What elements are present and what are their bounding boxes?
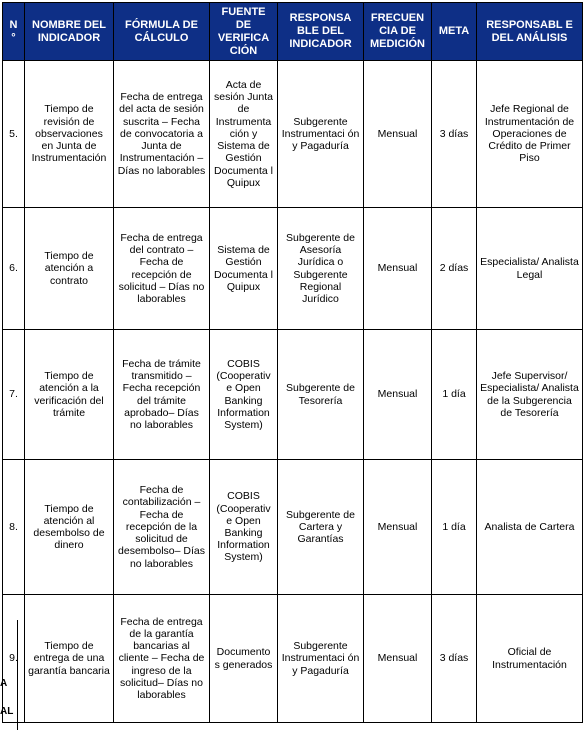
measurement-frequency: Mensual	[364, 61, 432, 208]
header-formula: FÓRMULA DE CÁLCULO	[114, 3, 210, 61]
indicator-owner: Subgerente de Cartera y Garantías	[278, 460, 364, 595]
verification-source: Documento s generados	[210, 595, 278, 723]
indicator-name: Tiempo de revisión de observaciones en Junta de Instrumentación	[25, 61, 114, 208]
calculation-formula: Fecha de entrega del contrato – Fecha de recepción de solicitud – Días no laborables	[114, 208, 210, 330]
measurement-frequency: Mensual	[364, 330, 432, 460]
measurement-frequency: Mensual	[364, 595, 432, 723]
header-frecuencia: FRECUEN CIA DE MEDICIÓN	[364, 3, 432, 61]
measurement-frequency: Mensual	[364, 208, 432, 330]
row-number: 5.	[3, 61, 25, 208]
calculation-formula: Fecha de contabilización – Fecha de recepción de la solicitud de desembolso– Días no laborables	[114, 460, 210, 595]
table-row	[3, 61, 583, 208]
indicator-owner: Subgerente Instrumentaci ón y Pagaduría	[278, 595, 364, 723]
target: 3 días	[432, 61, 477, 208]
analysis-owner: Especialista/ Analista Legal	[477, 208, 583, 330]
row-number: 7.	[3, 330, 25, 460]
header-analisis: RESPONSABL E DEL ANÁLISIS	[477, 3, 583, 61]
indicator-owner: Subgerente de Asesoría Jurídica o Subgerente Regional Jurídico	[278, 208, 364, 330]
table-row	[3, 330, 583, 460]
row-number: 9.	[3, 595, 25, 723]
analysis-owner: Oficial de Instrumentación	[477, 595, 583, 723]
calculation-formula: Fecha de trámite transmitido – Fecha recepción del trámite aprobado– Días no laborables	[114, 330, 210, 460]
header-row	[3, 3, 583, 61]
analysis-owner: Analista de Cartera	[477, 460, 583, 595]
row-number: 6.	[3, 208, 25, 330]
verification-source: COBIS (Cooperativ e Open Banking Information System)	[210, 460, 278, 595]
measurement-frequency: Mensual	[364, 460, 432, 595]
indicator-name: Tiempo de entrega de una garantía bancaria	[25, 595, 114, 723]
table-row	[3, 208, 583, 330]
indicator-name: Tiempo de atención a la verificación del trámite	[25, 330, 114, 460]
table-row	[3, 460, 583, 595]
table-row	[3, 595, 583, 723]
verification-source: Sistema de Gestión Documenta l Quipux	[210, 208, 278, 330]
header-num: N °	[3, 3, 25, 61]
target: 2 días	[432, 208, 477, 330]
indicator-name: Tiempo de atención a contrato	[25, 208, 114, 330]
verification-source: Acta de sesión Junta de Instrumenta ción y Sistema de Gestión Documenta l Quipux	[210, 61, 278, 208]
analysis-owner: Jefe Regional de Instrumentación de Operaciones de Crédito de Primer Piso	[477, 61, 583, 208]
target: 1 día	[432, 460, 477, 595]
calculation-formula: Fecha de entrega de la garantía bancarias al cliente – Fecha de ingreso de la solicitud– Días no laborables	[114, 595, 210, 723]
row-number: 8.	[3, 460, 25, 595]
calculation-formula: Fecha de entrega del acta de sesión suscrita – Fecha de convocatoria a Junta de Instrumentación – Días no laborables	[114, 61, 210, 208]
header-responsable: RESPONSA BLE DEL INDICADOR	[278, 3, 364, 61]
target: 1 día	[432, 330, 477, 460]
indicator-owner: Subgerente de Tesorería	[278, 330, 364, 460]
header-nombre: NOMBRE DEL INDICADOR	[25, 3, 114, 61]
header-fuente: FUENTE DE VERIFICA CIÓN	[210, 3, 278, 61]
indicators-table	[2, 2, 583, 723]
target: 3 días	[432, 595, 477, 723]
verification-source: COBIS (Cooperativ e Open Banking Information System)	[210, 330, 278, 460]
indicator-owner: Subgerente Instrumentaci ón y Pagaduría	[278, 61, 364, 208]
margin-text-fragment: A	[0, 678, 8, 689]
margin-border-line	[17, 620, 18, 730]
margin-text-fragment: AL	[0, 706, 14, 717]
header-meta: META	[432, 3, 477, 61]
analysis-owner: Jefe Supervisor/ Especialista/ Analista de la Subgerencia de Tesorería	[477, 330, 583, 460]
indicator-name: Tiempo de atención al desembolso de dinero	[25, 460, 114, 595]
